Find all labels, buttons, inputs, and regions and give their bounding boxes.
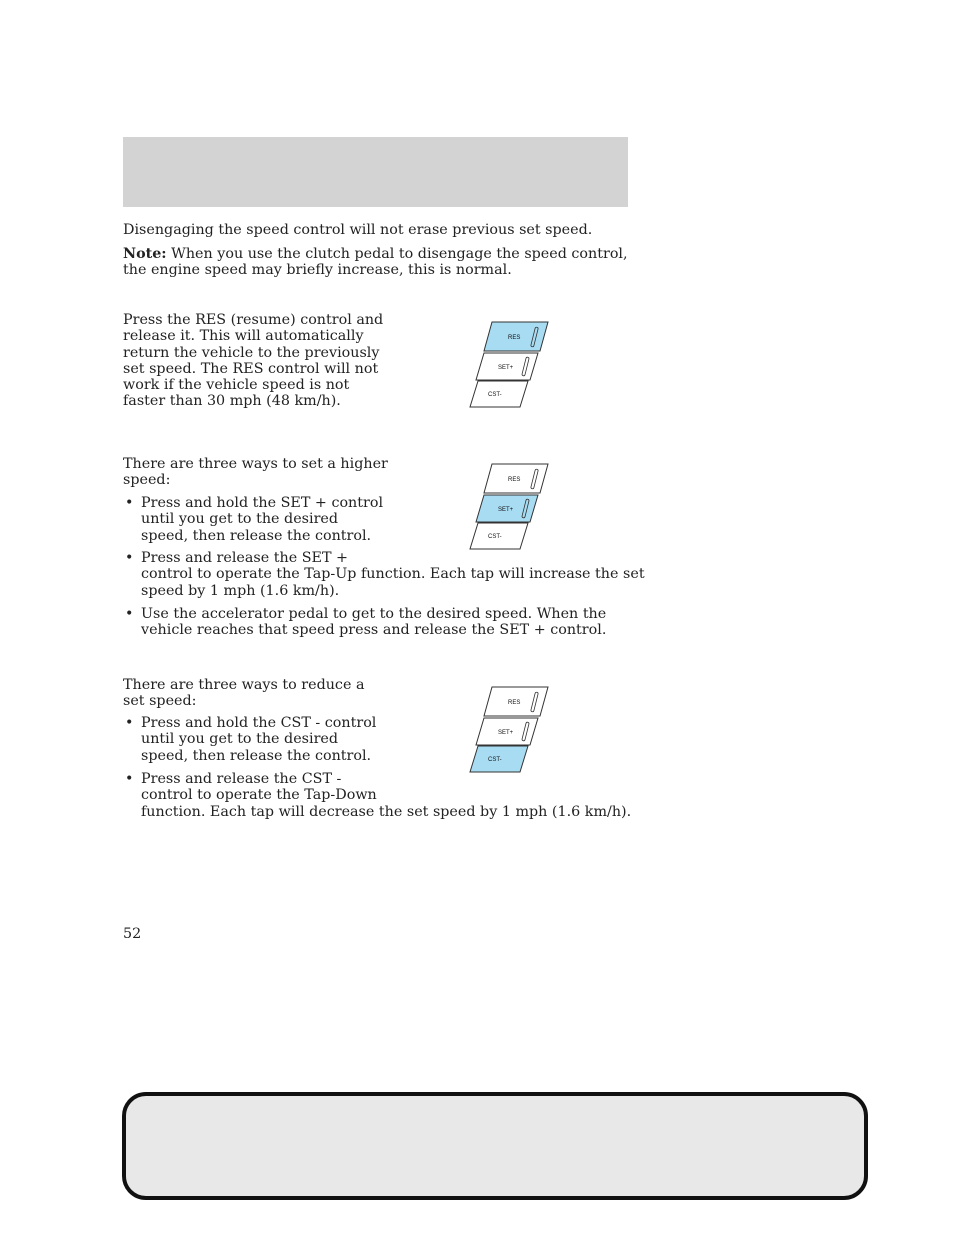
intro-text: Disengaging the speed control will not erase previous set speed.: [123, 222, 593, 238]
resume-paragraph: Press the RES (resume) control and release it. This will automatically return the vehicle to the previously set speed. The RES control will not work if the vehicle speed is not faster than 30 mph (48 km/h).: [123, 312, 384, 410]
bullet-icon: •: [125, 550, 134, 566]
speed-control-switch-set-highlighted: [466, 460, 550, 552]
footer-box: [122, 1092, 868, 1200]
bullet-icon: •: [125, 495, 134, 511]
higher-speed-intro: There are three ways to set a higher speed:: [123, 456, 388, 489]
res-label: RES: [508, 700, 521, 706]
res-label: RES: [508, 477, 521, 483]
set-label: SET+: [498, 730, 514, 736]
set-label: SET+: [498, 365, 514, 371]
speed-control-switch-cst-highlighted: [466, 683, 550, 775]
cst-label: CST-: [488, 757, 502, 763]
header-band: [123, 137, 628, 207]
note-label: Note:: [123, 246, 167, 262]
reduce-speed-intro: There are three ways to reduce a set speed:: [123, 677, 365, 710]
res-label: RES: [508, 335, 521, 341]
cst-label: CST-: [488, 534, 502, 540]
speed-control-switch-res-highlighted: [466, 318, 550, 410]
note-paragraph: Note: When you use the clutch pedal to disengage the speed control, the engine speed may briefly increase, this is normal.: [123, 246, 628, 279]
page-number: 52: [123, 926, 142, 942]
bullet-icon: •: [125, 771, 134, 787]
bullet-icon: •: [125, 715, 134, 731]
set-label: SET+: [498, 507, 514, 513]
bullet-icon: •: [125, 606, 134, 622]
cst-label: CST-: [488, 392, 502, 398]
